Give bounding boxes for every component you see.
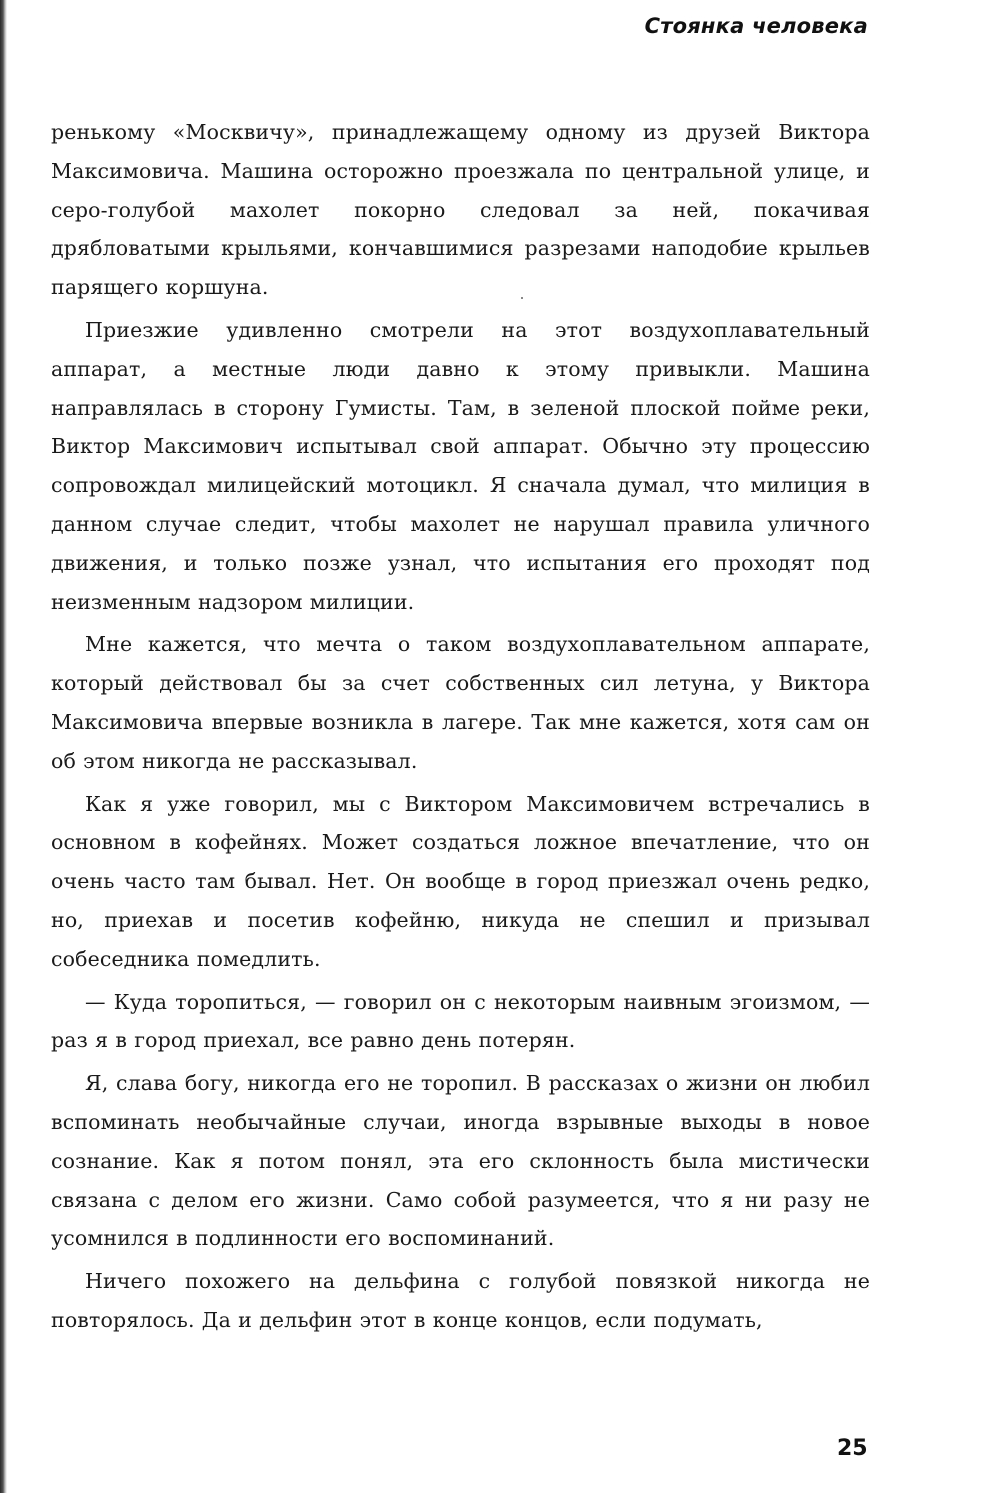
paragraph-3: Мне кажется, что мечта о таком воздухоплавательном аппарате, который действовал бы за счет собственных сил летуна, у Виктора Максимовича впервые возникла в лагере. Так мне кажется, хотя сам он об этом никогда не рассказывал.: [51, 632, 870, 773]
body-text: [51, 113, 870, 1344]
paragraph-7: Ничего похожего на дельфина с голубой повязкой никогда не повторялось. Да и дельфин этот в конце концов, если подумать,: [51, 1269, 870, 1332]
paragraph-4: Как я уже говорил, мы с Виктором Максимовичем встречались в основном в кофейнях. Может создаться ложное впечатление, что он очень часто там бывал. Нет. Он вообще в город приезжал очень редко, но, приехав и посетив кофейню, никуда не спешил и призывал собеседника помедлить.: [51, 791, 870, 971]
running-title: Стоянка человека: [644, 14, 868, 38]
paragraph-2: Приезжие удивленно смотрели на этот воздухоплавательный аппарат, а местные люди давно к этому привыкли. Машина направлялась в сторону Гумисты. Там, в зеленой плоской пойме реки, Виктор Максимович испытывал свой аппарат. Обычно эту процессию сопровождал милицейский мотоцикл. Я сначала думал, что милиция в данном случае следит, чтобы махолет не нарушал правила уличного движения, и только позже узнал, что испытания его проходят под неизменным надзором милиции.: [51, 317, 870, 614]
scan-left-edge: [0, 0, 7, 1493]
paragraph-1: ренькому «Москвичу», принадлежащему одному из друзей Виктора Максимовича. Машина осторожно проезжала по центральной улице, и серо-голубой махолет покорно следовал за ней, покачивая дрябловатыми крыльями, кончавшимися разрезами наподобие крыльев парящего коршуна.: [51, 120, 870, 300]
paragraph-5: — Куда торопиться, — говорил он с некоторым наивным эгоизмом, — раз я в город приехал, все равно день потерян.: [51, 989, 870, 1053]
paragraph-6: Я, слава богу, никогда его не торопил. В рассказах о жизни он любил вспоминать необычайные случаи, иногда взрывные выходы в новое сознание. Как я потом понял, эта его склонность была мистически связана с делом его жизни. Само собой разумеется, что я ни разу не усомнился в подлинности его воспоминаний.: [51, 1071, 870, 1251]
page-number: 25: [837, 1436, 868, 1461]
